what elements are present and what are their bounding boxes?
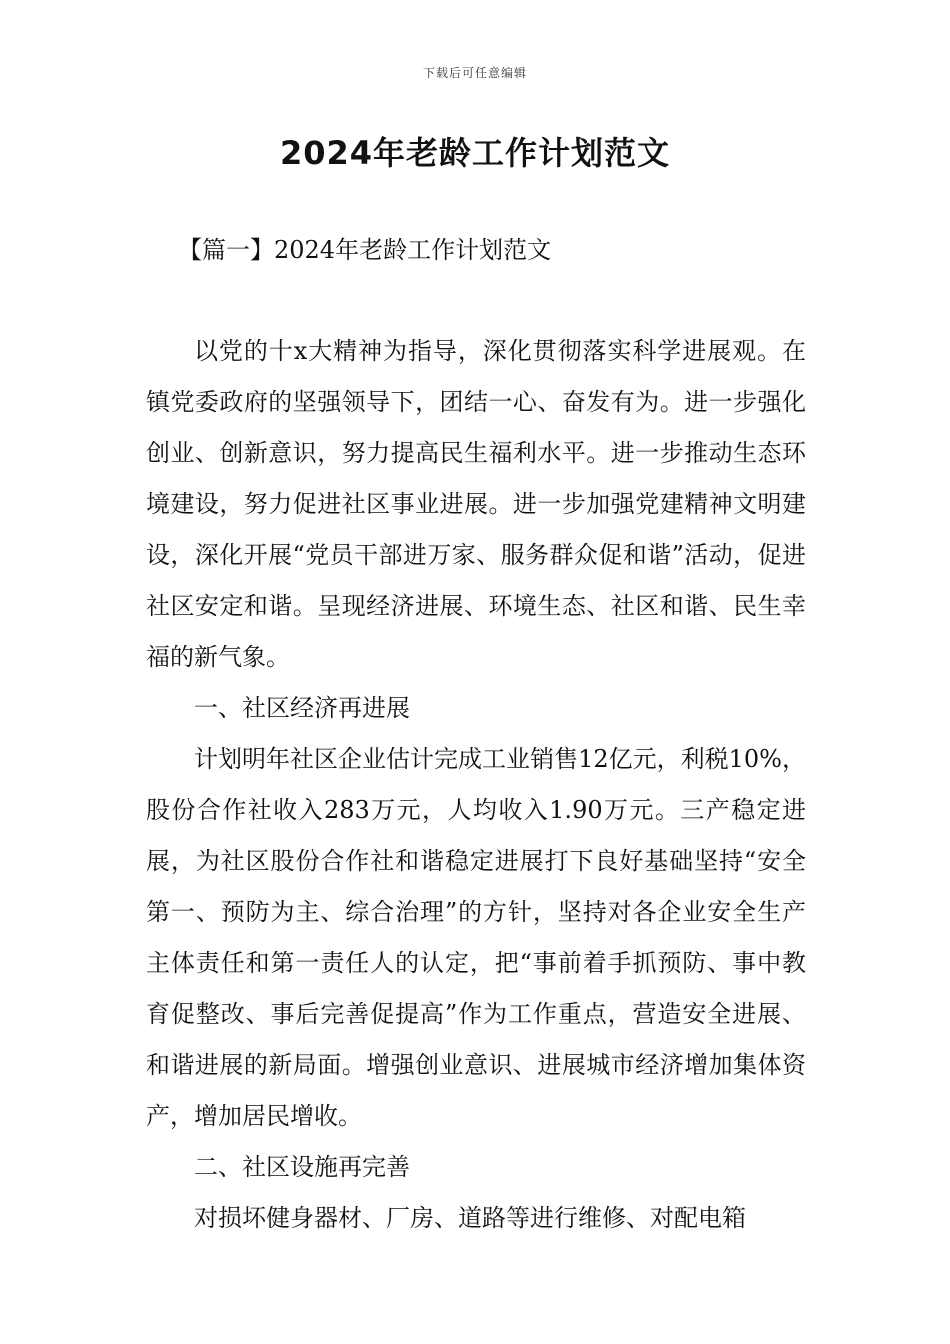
paragraph-intro: 以党的十x大精神为指导，深化贯彻落实科学进展观。在镇党委政府的坚强领导下，团结一心、奋发有为。进一步强化创业、创新意识，努力提高民生福利水平。进一步推动生态环境建设，努力促进社区事业进展。进一步加强党建精神文明建设，深化开展“党员干部进万家、服务群众促和谐”活动，促进社区安定和谐。呈现经济进展、环境生态、社区和谐、民生幸福的新气象。 — [146, 337, 806, 671]
paragraph-economy: 计划明年社区企业估计完成工业销售12亿元，利税10%，股份合作社收入283万元，人均收入1.90万元。三产稳定进展，为社区股份合作社和谐稳定进展打下良好基础坚持“安全第一、预防为主、综合治理”的方针，坚持对各企业安全生产主体责任和第一责任人的认定，把“事前着手抓预防、事中教育促整改、事后完善促提高”作为工作重点，营造安全进展、和谐进展的新局面。增强创业意识、进展城市经济增加集体资产，增加居民增收。 — [146, 745, 806, 1130]
subheading-economy: 一、社区经济再进展 — [194, 694, 410, 722]
document-title: 2024年老龄工作计划范文 — [279, 134, 671, 172]
paragraph-facilities: 对损坏健身器材、厂房、道路等进行维修、对配电箱 — [194, 1204, 746, 1232]
section-heading: 【篇一】2024年老龄工作计划范文 — [178, 236, 552, 264]
document-body — [146, 326, 806, 1244]
subheading-facilities: 二、社区设施再完善 — [194, 1153, 410, 1181]
page-header-note: 下载后可任意编辑 — [422, 66, 527, 80]
